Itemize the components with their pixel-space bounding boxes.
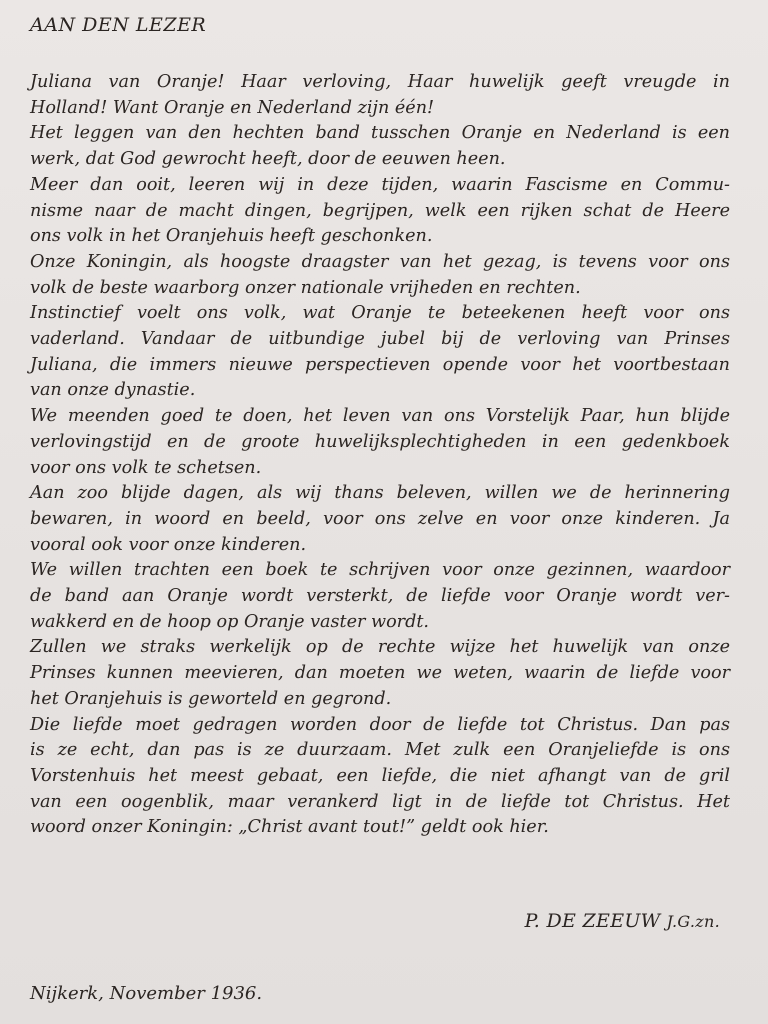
text-line: verlovingstijd en de groote huwelijksplechtigheden in een gedenkboek bbox=[30, 431, 730, 452]
page-heading: AAN DEN LEZER bbox=[30, 14, 207, 36]
paragraph bbox=[30, 70, 730, 121]
text-line: bewaren, in woord en beeld, voor ons zelve en voor onze kinderen. Ja bbox=[30, 508, 730, 529]
paragraph bbox=[30, 635, 730, 712]
text-line: We meenden goed te doen, het leven van ons Vorstelijk Paar, hun blijde bbox=[30, 406, 730, 427]
text-line: Die liefde moet gedragen worden door de liefde tot Christus. Dan pas bbox=[30, 714, 730, 735]
text-line: Holland! Want Oranje en Nederland zijn één! bbox=[30, 97, 435, 118]
text-line: Juliana, die immers nieuwe perspectieven opende voor het voortbestaan bbox=[30, 354, 730, 375]
text-line: volk de beste waarborg onzer nationale vrijheden en rechten. bbox=[30, 277, 581, 298]
text-line: Juliana van Oranje! Haar verloving, Haar huwelijk geeft vreugde in bbox=[30, 72, 730, 92]
paragraph bbox=[30, 173, 730, 250]
text-line: Meer dan ooit, leeren wij in deze tijden, waarin Fascisme en Commu- bbox=[30, 174, 730, 195]
paragraph bbox=[30, 558, 730, 635]
paragraph bbox=[30, 713, 730, 842]
text-line: vaderland. Vandaar de uitbundige jubel bij de verloving van Prinses bbox=[30, 329, 730, 350]
text-line: Prinses kunnen meevieren, dan moeten we weten, waarin de liefde voor bbox=[30, 663, 730, 684]
paragraph bbox=[30, 481, 730, 558]
paragraph bbox=[30, 301, 730, 404]
foreword-body bbox=[30, 70, 730, 841]
text-line: Instinctief voelt ons volk, wat Oranje te beteekenen heeft voor ons bbox=[30, 303, 730, 324]
paragraph bbox=[30, 250, 730, 301]
place-date: Nijkerk, November 1936. bbox=[30, 983, 263, 1004]
text-line: van onze dynastie. bbox=[30, 380, 196, 401]
text-line: Vorstenhuis het meest gebaat, een liefde, die niet afhangt van de gril bbox=[30, 765, 730, 786]
text-line: ons volk in het Oranjehuis heeft geschonken. bbox=[30, 226, 433, 247]
text-line: Het leggen van den hechten band tusschen Oranje en Nederland is een bbox=[30, 123, 730, 144]
text-line: We willen trachten een boek te schrijven voor onze gezinnen, waardoor bbox=[30, 560, 730, 581]
text-line: woord onzer Koningin: „Christ avant tout!” geldt ook hier. bbox=[30, 817, 549, 838]
paragraph bbox=[30, 121, 730, 172]
text-line: van een oogenblik, maar verankerd ligt in de liefde tot Christus. Het bbox=[30, 791, 730, 812]
author-signature bbox=[525, 910, 720, 932]
text-line: Onze Koningin, als hoogste draagster van het gezag, is tevens voor ons bbox=[30, 251, 730, 272]
text-line: wakkerd en de hoop op Oranje vaster wordt. bbox=[30, 611, 430, 632]
text-line: werk, dat God gewrocht heeft, door de eeuwen heen. bbox=[30, 149, 506, 170]
text-line: nisme naar de macht dingen, begrijpen, welk een rijken schat de Heere bbox=[30, 200, 730, 221]
author-name: P. DE ZEEUW bbox=[524, 910, 661, 932]
paragraph bbox=[30, 404, 730, 481]
author-suffix: J.G.zn. bbox=[666, 912, 720, 931]
text-line: voor ons volk te schetsen. bbox=[30, 457, 262, 478]
text-line: vooral ook voor onze kinderen. bbox=[30, 534, 307, 555]
text-line: is ze echt, dan pas is ze duurzaam. Met zulk een Oranjeliefde is ons bbox=[30, 740, 730, 761]
text-line: de band aan Oranje wordt versterkt, de liefde voor Oranje wordt ver- bbox=[30, 586, 730, 607]
text-line: Aan zoo blijde dagen, als wij thans beleven, willen we de herinnering bbox=[30, 483, 730, 504]
text-line: het Oranjehuis is geworteld en gegrond. bbox=[30, 688, 392, 709]
text-line: Zullen we straks werkelijk op de rechte wijze het huwelijk van onze bbox=[30, 637, 730, 658]
